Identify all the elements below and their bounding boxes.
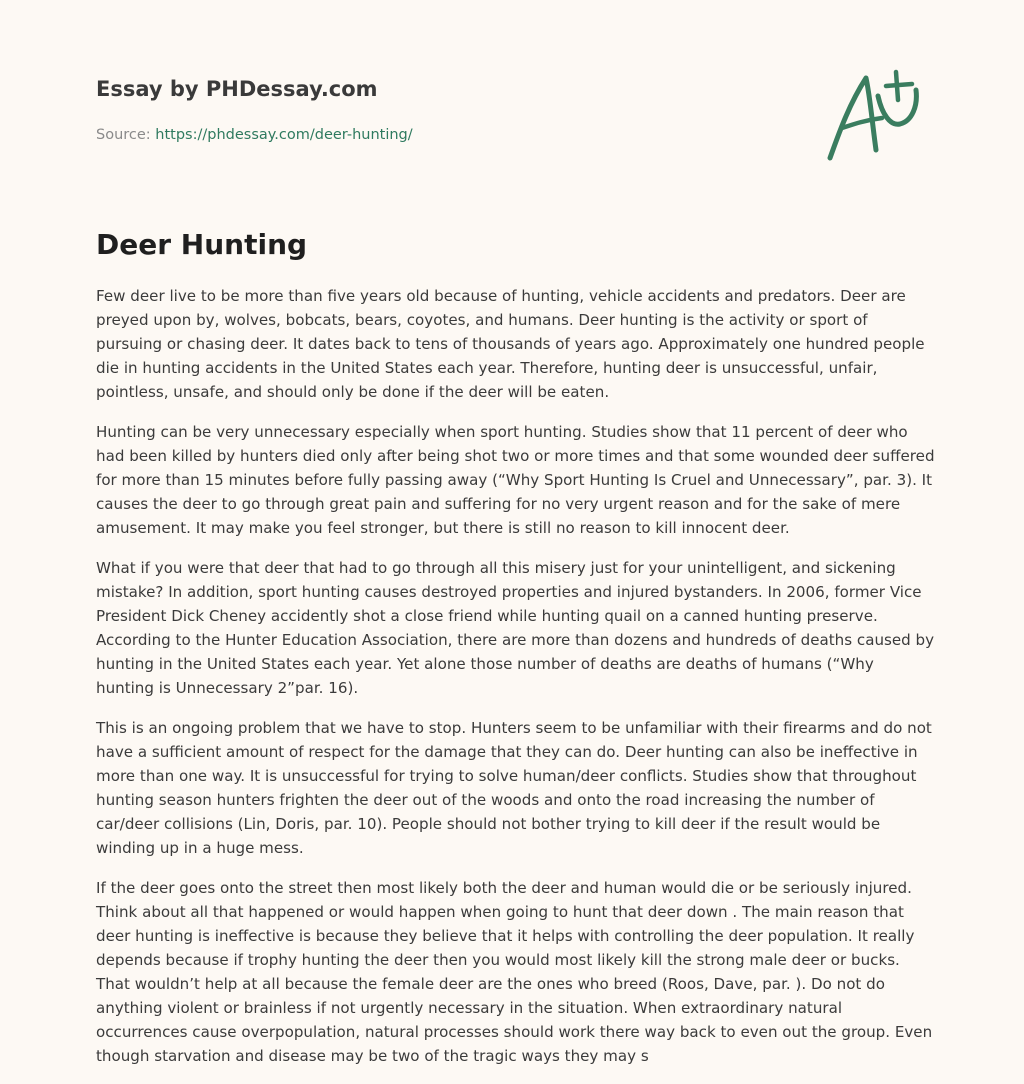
- page-header: [96, 74, 796, 146]
- essay-title: Deer Hunting: [96, 228, 308, 261]
- essay-paragraph: If the deer goes onto the street then most likely both the deer and human would die or be seriously injured. Think about all that happened or would happen when going to hunt that deer down . The main reason that deer hunting is ineffective is because they believe that it helps with controlling the deer population. It really depends because if trophy hunting the deer then you would most likely kill the strong male deer or bucks. That wouldn’t help at all because the female deer are the ones who breed (Roos, Dave, par. ). Do not do anything violent or brainless if not urgently necessary in the situation. When extraordinary natural occurrences cause overpopulation, natural processes should work there way back to even out the group. Even though starvation and disease may be two of the tragic ways they may s: [96, 879, 933, 1065]
- essay-paragraph: Hunting can be very unnecessary especially when sport hunting. Studies show that 11 percent of deer who had been killed by hunters died only after being shot two or more times and that some wounded deer suffered for more than 15 minutes before fully passing away (“Why Sport Hunting Is Cruel and Unnecessary”, par. 3). It causes the deer to go through great pain and suffering for no very urgent reason and for the sake of mere amusement. It may make you feel stronger, but there is still no reason to kill innocent deer.: [96, 423, 935, 537]
- essay-paragraph: This is an ongoing problem that we have to stop. Hunters seem to be unfamiliar with their firearms and do not have a sufficient amount of respect for the damage that they can do. Deer hunting can also be ineffective in more than one way. It is unsuccessful for trying to solve human/deer conflicts. Studies show that throughout hunting season hunters frighten the deer out of the woods and onto the road increasing the number of car/deer collisions (Lin, Doris, par. 10). People should not bother trying to kill deer if the result would be winding up in a huge mess.: [96, 719, 932, 857]
- essay-paragraph: What if you were that deer that had to go through all this misery just for your unintelligent, and sickening mistake? In addition, sport hunting causes destroyed properties and injured bystanders. In 2006, former Vice President Dick Cheney accidently shot a close friend while hunting quail on a canned hunting preserve. According to the Hunter Education Association, there are more than dozens and hundreds of deaths caused by hunting in the United States each year. Yet alone those number of deaths are deaths of humans (“Why hunting is Unnecessary 2”par. 16).: [96, 559, 935, 697]
- source-link[interactable]: https://phdessay.com/deer-hunting/: [155, 127, 413, 143]
- source-line: [96, 124, 796, 146]
- brand-title: Essay by PHDessay.com: [96, 77, 378, 101]
- a-plus-logo-icon: [820, 66, 930, 166]
- essay-body: [96, 284, 936, 1084]
- essay-paragraph: Few deer live to be more than five years old because of hunting, vehicle accidents and predators. Deer are preyed upon by, wolves, bobcats, bears, coyotes, and humans. Deer hunting is the activity or sport of pursuing or chasing deer. It dates back to tens of thousands of years ago. Approximately one hundred people die in hunting accidents in the United States each year. Therefore, hunting deer is unsuccessful, unfair, pointless, unsafe, and should only be done if the deer will be eaten.: [96, 287, 925, 401]
- source-label: Source:: [96, 127, 151, 143]
